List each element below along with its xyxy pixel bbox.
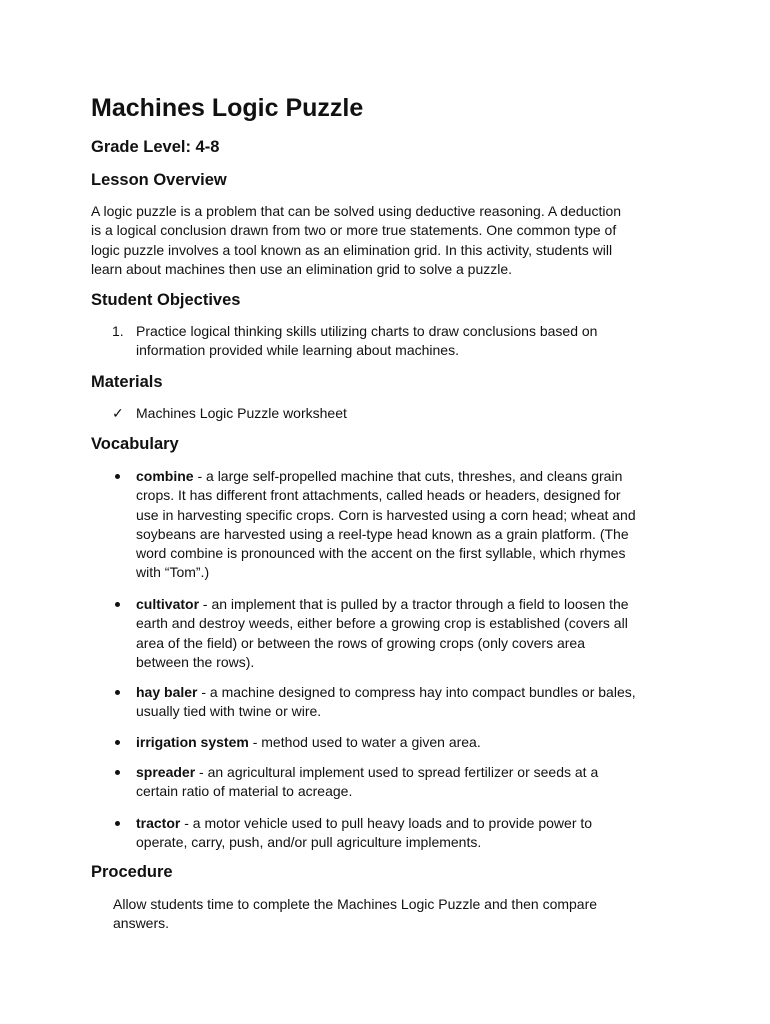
- vocabulary-heading: Vocabulary: [91, 435, 179, 453]
- bullet-icon: [115, 821, 120, 826]
- vocabulary-definition: [136, 814, 686, 853]
- definition-line: [136, 814, 686, 833]
- vocabulary-term: combine: [136, 468, 194, 484]
- definition-start: - a motor vehicle used to pull heavy loads and to provide power to: [180, 815, 593, 831]
- objective-line: Practice logical thinking skills utilizing charts to draw conclusions based on: [136, 323, 598, 339]
- definition-line: soybeans are harvested using a reel-type head known as a grain platform. (The: [136, 525, 629, 542]
- vocabulary-definition: [136, 733, 686, 752]
- definition-line: certain ratio of material to acreage.: [136, 783, 353, 800]
- definition-line: [136, 683, 686, 702]
- checkmark-icon: ✓: [112, 405, 124, 421]
- definition-start: - method used to water a given area.: [248, 734, 481, 750]
- definition-line: between the rows).: [136, 653, 255, 670]
- bullet-icon: [115, 602, 120, 607]
- page-title: Machines Logic Puzzle: [91, 94, 364, 122]
- bullet-icon: [115, 740, 120, 745]
- definition-line: [136, 595, 686, 614]
- definition-line: operate, carry, push, and/or pull agriculture implements.: [136, 834, 482, 851]
- vocabulary-definition: [136, 763, 686, 802]
- definition-start: - a large self-propelled machine that cuts, threshes, and cleans grain: [193, 468, 623, 484]
- procedure-line: answers.: [113, 915, 170, 932]
- bullet-icon: [115, 474, 120, 479]
- definition-line: area of the field) or between the rows of growing crops (only covers area: [136, 634, 586, 651]
- objective-line: information provided while learning about machines.: [136, 342, 459, 359]
- objective-number: 1.: [112, 323, 124, 339]
- overview-line: learn about machines then use an elimination grid to solve a puzzle.: [91, 260, 513, 277]
- objective-text: [136, 322, 686, 361]
- overview-line: logic puzzle involves a tool known as an elimination grid. In this activity, students will: [91, 241, 613, 258]
- procedure-text: [113, 895, 597, 934]
- vocabulary-term: hay baler: [136, 684, 198, 700]
- definition-line: word combine is pronounced with the accent on the first syllable, which rhymes: [136, 545, 626, 562]
- bullet-icon: [115, 770, 120, 775]
- student-objectives-heading: Student Objectives: [91, 291, 241, 309]
- materials-heading: Materials: [91, 373, 163, 391]
- vocabulary-term: tractor: [136, 815, 181, 831]
- definition-line: crops. It has different front attachments, called heads or headers, designed for: [136, 487, 621, 504]
- bullet-icon: [115, 690, 120, 695]
- procedure-line: Allow students time to complete the Machines Logic Puzzle and then compare: [113, 896, 598, 912]
- material-text: Machines Logic Puzzle worksheet: [136, 405, 347, 421]
- definition-line: with “Tom”.): [136, 564, 210, 581]
- vocabulary-term: irrigation system: [136, 734, 249, 750]
- overview-line: is a logical conclusion drawn from two or more true statements. One common type of: [91, 222, 617, 239]
- definition-start: - an implement that is pulled by a tractor through a field to loosen the: [199, 596, 629, 612]
- lesson-overview-heading: Lesson Overview: [91, 171, 227, 189]
- vocabulary-definition: [136, 467, 686, 583]
- definition-line: [136, 763, 686, 782]
- definition-line: earth and destroy weeds, either before a growing crop is established (covers all: [136, 615, 628, 632]
- grade-level: Grade Level: 4-8: [91, 138, 220, 156]
- definition-line: [136, 467, 686, 486]
- lesson-overview-text: [91, 202, 621, 279]
- definition-line: use in harvesting specific crops. Corn is harvested using a corn head; wheat and: [136, 506, 636, 523]
- vocabulary-definition: [136, 683, 686, 722]
- definition-start: - an agricultural implement used to spread fertilizer or seeds at a: [195, 764, 599, 780]
- definition-line: usually tied with twine or wire.: [136, 703, 322, 720]
- overview-line: A logic puzzle is a problem that can be solved using deductive reasoning. A deduction: [91, 203, 622, 219]
- vocabulary-term: spreader: [136, 764, 196, 780]
- vocabulary-term: cultivator: [136, 596, 200, 612]
- procedure-heading: Procedure: [91, 863, 173, 881]
- vocabulary-definition: [136, 595, 686, 672]
- definition-line: [136, 733, 686, 752]
- definition-start: - a machine designed to compress hay into compact bundles or bales,: [197, 684, 636, 700]
